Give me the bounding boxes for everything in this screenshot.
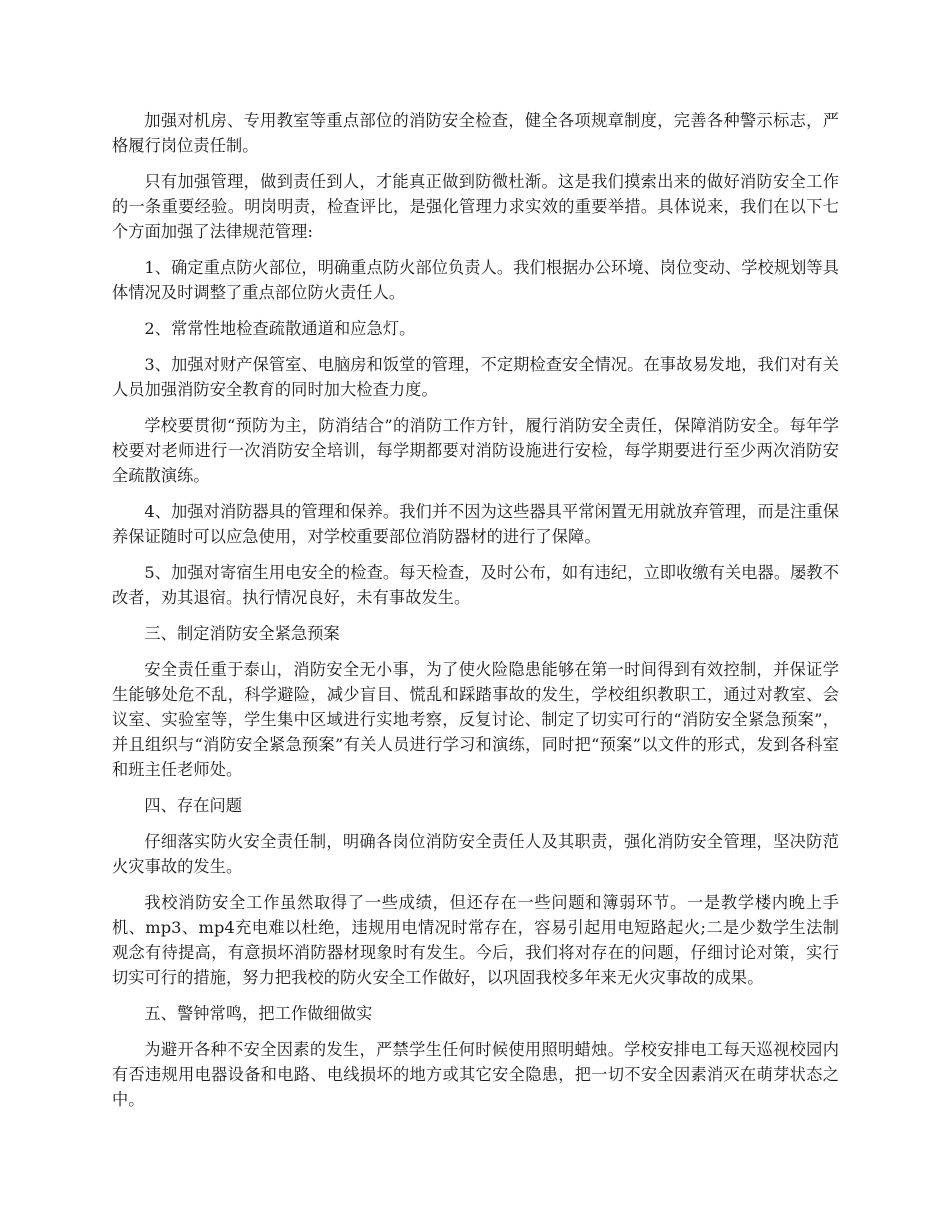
paragraph-item-1: 1、确定重点防火部位，明确重点防火部位负责人。我们根据办公环境、岗位变动、学校规划等具体情况及时调整了重点部位防火责任人。 — [112, 258, 839, 302]
paragraph-policy: 学校要贯彻“预防为主，防消结合”的消防工作方针，履行消防安全责任，保障消防安全。每年学校要对老师进行一次消防安全培训，每学期都要对消防设施进行安检，每学期要进行至少两次消防安全疏散演练。 — [112, 416, 839, 485]
paragraph-item-3: 3、加强对财产保管室、电脑房和饭堂的管理，不定期检查安全情况。在事故易发地，我们对有关人员加强消防安全教育的同时加大检查力度。 — [112, 355, 839, 399]
paragraph-item-2: 2、常常性地检查疏散通道和应急灯。 — [144, 319, 416, 338]
paragraph-item-4: 4、加强对消防器具的管理和保养。我们并不因为这些器具平常闲置无用就放弃管理，而是注重保养保证随时可以应急使用，对学校重要部位消防器材的进行了保障。 — [112, 502, 839, 546]
paragraph-responsibility: 仔细落实防火安全责任制，明确各岗位消防安全责任人及其职责，强化消防安全管理，坚决防范火灾事故的发生。 — [112, 832, 839, 876]
paragraph-management: 只有加强管理，做到责任到人，才能真正做到防微杜渐。这是我们摸索出来的做好消防安全工作的一条重要经验。明岗明责，检查评比，是强化管理力求实效的重要举措。具体说来，我们在以下七个方面加强了法律规范管理: — [112, 172, 839, 241]
paragraph-item-5: 5、加强对寄宿生用电安全的检查。每天检查，及时公布，如有违纪，立即收缴有关电器。屡教不改者，劝其退宿。执行情况良好，未有事故发生。 — [112, 563, 839, 607]
paragraph-problems: 我校消防安全工作虽然取得了一些成绩，但还存在一些问题和簿弱环节。一是教学楼内晚上手机、mp3、mp4充电难以杜绝，违规用电情况时常存在，容易引起用电短路起火;二是少数学生法制观念有待提高，有意损坏消防器材现象时有发生。今后，我们将对存在的问题，仔细讨论对策，实行切实可行的措施，努力把我校的防火安全工作做好，以巩固我校多年来无火灾事故的成果。 — [112, 893, 839, 987]
paragraph-emergency-plan: 安全责任重于泰山，消防安全无小事，为了使火险隐患能够在第一时间得到有效控制，并保证学生能够处危不乱，科学避险，减少盲目、慌乱和踩踏事故的发生，学校组织教职工，通过对教室、会议室、实验室等，学生集中区域进行实地考察，反复讨论、制定了切实可行的“消防安全紧急预案”，并且组织与“消防安全紧急预案”有关人员进行学习和演练，同时把“预案”以文件的形式，发到各科室和班主任老师处。 — [112, 660, 839, 779]
section-heading-3: 三、制定消防安全紧急预案 — [144, 624, 340, 643]
document-body — [112, 108, 839, 1123]
paragraph-prevention: 为避开各种不安全因素的发生，严禁学生任何时候使用照明蜡烛。学校安排电工每天巡视校园内有否违规用电器设备和电路、电线损坏的地方或其它安全隐患，把一切不安全因素消灭在萌芽状态之中。 — [112, 1040, 839, 1109]
paragraph-inspection: 加强对机房、专用教室等重点部位的消防安全检查，健全各项规章制度，完善各种警示标志，严格履行岗位责任制。 — [112, 111, 839, 155]
section-heading-4: 四、存在问题 — [144, 796, 243, 815]
section-heading-5: 五、警钟常鸣，把工作做细做实 — [144, 1004, 373, 1023]
